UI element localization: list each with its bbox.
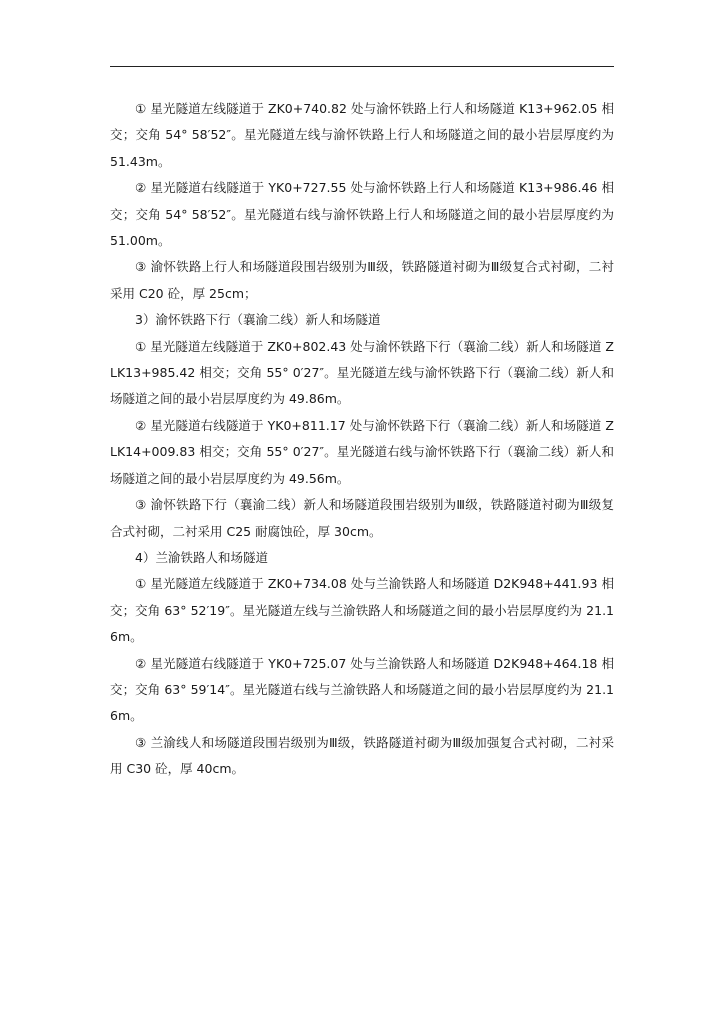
document-body	[110, 96, 614, 783]
paragraph-right-line-upline-crossing: ② 星光隧道右线隧道于 YK0+727.55 处与渝怀铁路上行人和场隧道 K13+986.46 相交；交角 54° 58′52″。星光隧道右线与渝怀铁路上行人和场隧道之间的最小岩层厚度约为 51.00m。	[110, 180, 614, 249]
paragraph-right-line-downline-crossing: ② 星光隧道右线隧道于 YK0+811.17 处与渝怀铁路下行（襄渝二线）新人和场隧道 ZLK14+009.83 相交；交角 55° 0′27″。星光隧道右线与渝怀铁路下行（襄渝二线）新人和场隧道之间的最小岩层厚度约为 49.56m。	[110, 417, 614, 486]
paragraph-left-line-lanyu-crossing: ① 星光隧道左线隧道于 ZK0+734.08 处与兰渝铁路人和场隧道 D2K948+441.93 相交；交角 63° 52′19″。星光隧道左线与兰渝铁路人和场隧道之间的最小岩层厚度约为 21.16m。	[110, 576, 614, 645]
paragraph-lanyu-rock-grade: ③ 兰渝线人和场隧道段围岩级别为Ⅲ级，铁路隧道衬砌为Ⅲ级加强复合式衬砌，二衬采用 C30 砼，厚 40cm。	[110, 734, 614, 777]
paragraph-downline-rock-grade: ③ 渝怀铁路下行（襄渝二线）新人和场隧道段围岩级别为Ⅲ级，铁路隧道衬砌为Ⅲ级复合式衬砌，二衬采用 C25 耐腐蚀砼，厚 30cm。	[110, 497, 614, 539]
paragraph-left-line-downline-crossing: ① 星光隧道左线隧道于 ZK0+802.43 处与渝怀铁路下行（襄渝二线）新人和场隧道 ZLK13+985.42 相交；交角 55° 0′27″。星光隧道左线与渝怀铁路下行（襄渝二线）新人和场隧道之间的最小岩层厚度约为 49.86m。	[110, 338, 614, 407]
paragraph-right-line-lanyu-crossing: ② 星光隧道右线隧道于 YK0+725.07 处与兰渝铁路人和场隧道 D2K948+464.18 相交；交角 63° 59′14″。星光隧道右线与兰渝铁路人和场隧道之间的最小岩层厚度约为 21.16m。	[110, 655, 614, 724]
section-heading-4: 4）兰渝铁路人和场隧道	[135, 549, 268, 565]
section-heading-3: 3）渝怀铁路下行（襄渝二线）新人和场隧道	[135, 312, 381, 328]
paragraph-upline-rock-grade: ③ 渝怀铁路上行人和场隧道段围岩级别为Ⅲ级，铁路隧道衬砌为Ⅲ级复合式衬砌，二衬采用 C20 砼，厚 25cm；	[110, 259, 614, 301]
paragraph-left-line-upline-crossing: ① 星光隧道左线隧道于 ZK0+740.82 处与渝怀铁路上行人和场隧道 K13+962.05 相交；交角 54° 58′52″。星光隧道左线与渝怀铁路上行人和场隧道之间的最小岩层厚度约为 51.43m。	[110, 101, 614, 169]
header-rule	[110, 66, 614, 67]
